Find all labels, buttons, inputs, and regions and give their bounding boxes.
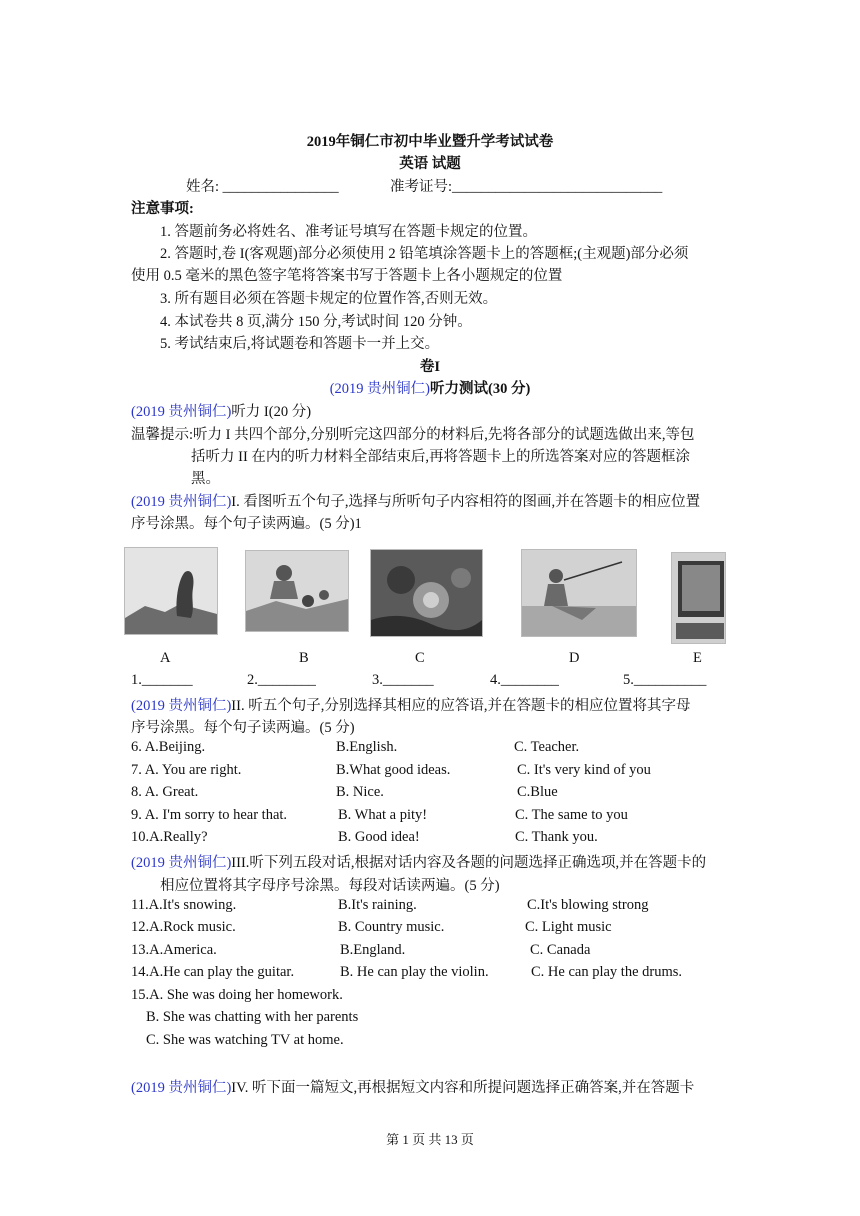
page-footer: 第 1 页 共 13 页 (386, 1132, 474, 1147)
tip-line-3: 黑。 (191, 471, 220, 487)
q12-option-b: B. Country music. (338, 919, 445, 935)
q10-option-c: C. Thank you. (515, 829, 598, 845)
notice-item-1: 1. 答题前务必将姓名、准考证号填写在答题卡规定的位置。 (160, 224, 537, 240)
answer-blank-3[interactable]: 3._______ (372, 672, 434, 688)
q13-option-c: C. Canada (530, 942, 591, 958)
q9-option-a: 9. A. I'm sorry to hear that. (131, 807, 288, 823)
q14-option-c: C. He can play the drums. (531, 964, 683, 980)
picture-d-girl-fishing (521, 549, 637, 637)
tip-line-1: 温馨提示:听力 I 共四个部分,分别听完这四部分的材料后,先将各部分的试题选做出来,等包 (131, 427, 695, 443)
picture-c-flowers (370, 549, 483, 637)
q11-option-b: B.It's raining. (338, 897, 417, 913)
q11-option-c: C.It's blowing strong (527, 897, 649, 913)
q12-option-c: C. Light music (525, 919, 612, 935)
answer-blank-2[interactable]: 2.________ (247, 672, 316, 688)
name-field-label: 姓名: ________________ (186, 179, 339, 195)
q13-option-a: 13.A.America. (131, 942, 217, 958)
q10-option-b: B. Good idea! (338, 829, 420, 845)
q14-option-b: B. He can play the violin. (340, 964, 489, 980)
answer-blank-1[interactable]: 1._______ (131, 672, 193, 688)
q7-option-a: 7. A. You are right. (131, 762, 242, 778)
q1-text: I. 看图听五个句子,选择与所听句子内容相符的图画,并在答题卡的相应位置 (231, 494, 701, 510)
q13-option-b: B.England. (340, 942, 406, 958)
q4-text: IV. 听下面一篇短文,再根据短文内容和所提问题选择正确答案,并在答题卡 (231, 1080, 695, 1096)
id-field-label: 准考证号:_____________________________ (390, 179, 663, 195)
notice-item-5: 5. 考试结束后,将试题卷和答题卡一并上交。 (160, 336, 440, 352)
notice-heading: 注意事项: (131, 201, 194, 217)
q3-instruction-line1 (131, 851, 706, 872)
source-tag: (2019 贵州铜仁) (329, 381, 430, 397)
answer-blank-4[interactable]: 4.________ (490, 672, 559, 688)
q6-option-c: C. Teacher. (514, 739, 580, 755)
subject-title: 英语 试题 (399, 156, 461, 172)
q8-option-a: 8. A. Great. (131, 784, 199, 800)
q3-text: III.听下列五段对话,根据对话内容及各题的问题选择正确选项,并在答题卡的 (231, 855, 707, 871)
q11-option-a: 11.A.It's snowing. (131, 897, 237, 913)
source-tag: (2019 贵州铜仁) (131, 855, 232, 871)
answer-blank-5[interactable]: 5.__________ (623, 672, 707, 688)
notice-item-4: 4. 本试卷共 8 页,满分 150 分,考试时间 120 分钟。 (160, 314, 472, 330)
q6-option-a: 6. A.Beijing. (131, 739, 206, 755)
q10-option-a: 10.A.Really? (131, 829, 208, 845)
picture-b-children (245, 550, 349, 632)
notice-item-2: 2. 答题时,卷 I(客观题)部分必须使用 2 铅笔填涂答题卡上的答题框;(主观题)部分必须 (160, 246, 689, 262)
q2-instruction-line1 (131, 694, 690, 715)
source-tag: (2019 贵州铜仁) (131, 404, 232, 420)
tip-line-2: 括听力 II 在内的听力材料全部结束后,再将答题卡上的所选答案对应的答题框涂 (191, 449, 691, 465)
q4-instruction-line1 (131, 1076, 694, 1097)
q2-text: II. 听五个句子,分别选择其相应的应答语,并在答题卡的相应位置将其字母 (231, 698, 691, 714)
notice-item-3: 3. 所有题目必须在答题卡规定的位置作答,否则无效。 (160, 291, 498, 307)
picture-label-a: A (160, 650, 171, 666)
q2-instruction-line2: 序号涂黑。每个句子读两遍。(5 分) (131, 720, 355, 736)
q8-option-c: C.Blue (517, 784, 558, 800)
picture-label-e: E (693, 650, 702, 666)
picture-label-b: B (299, 650, 309, 666)
picture-label-c: C (415, 650, 425, 666)
source-tag: (2019 贵州铜仁) (131, 698, 232, 714)
q15-option-b: B. She was chatting with her parents (146, 1009, 359, 1025)
part1-title: 听力 I(20 分) (231, 404, 312, 420)
q14-option-a: 14.A.He can play the guitar. (131, 964, 295, 980)
exam-title: 2019年铜仁市初中毕业暨升学考试试卷 (306, 134, 554, 150)
q15-option-c: C. She was watching TV at home. (146, 1032, 344, 1048)
source-tag: (2019 贵州铜仁) (131, 494, 232, 510)
part1-heading (131, 400, 311, 421)
q12-option-a: 12.A.Rock music. (131, 919, 236, 935)
q6-option-b: B.English. (336, 739, 398, 755)
q1-instruction-line1 (131, 490, 700, 511)
q1-instruction-line2: 序号涂黑。每个句子读两遍。(5 分)1 (131, 516, 362, 532)
picture-label-d: D (569, 650, 580, 666)
q7-option-c: C. It's very kind of you (517, 762, 651, 778)
listening-heading (0, 377, 860, 398)
q8-option-b: B. Nice. (336, 784, 384, 800)
source-tag: (2019 贵州铜仁) (131, 1080, 232, 1096)
picture-a-mountain (124, 547, 218, 635)
q15-option-a: 15.A. She was doing her homework. (131, 987, 343, 1003)
q3-instruction-line2: 相应位置将其字母序号涂黑。每段对话读两遍。(5 分) (160, 878, 500, 894)
q9-option-c: C. The same to you (515, 807, 628, 823)
listening-title: 听力测试(30 分) (430, 381, 531, 397)
q7-option-b: B.What good ideas. (336, 762, 451, 778)
volume-heading: 卷I (419, 359, 441, 375)
notice-item-2-cont: 使用 0.5 毫米的黑色签字笔将答案书写于答题卡上各小题规定的位置 (131, 268, 563, 284)
q9-option-b: B. What a pity! (338, 807, 428, 823)
picture-e-computer (671, 552, 726, 644)
